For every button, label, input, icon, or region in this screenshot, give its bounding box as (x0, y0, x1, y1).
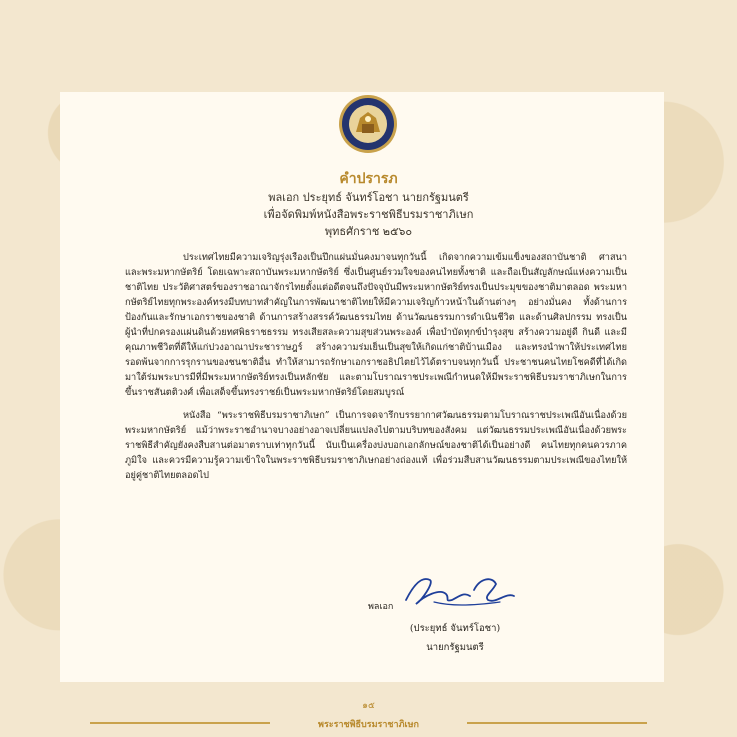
paragraph-1: ประเทศไทยมีความเจริญรุ่งเรืองเป็นปึกแผ่นมั่นคงมาจนทุกวันนี้ เกิดจากความเข้มแข็งของสถาบันชาติ ศาสนา และพระมหากษัตริย์ โดยเฉพาะสถาบันพระมหากษัตริย์ ซึ่งเป็นศูนย์รวมใจของคนไทยทั้งชาติ และถือเป็นสัญลักษณ์แห่งความเป็นชาติไทย ประวัติศาสตร์ของราชอาณาจักรไทยตั้งแต่อดีตจนถึงปัจจุบันมีพระมหากษัตริย์ทรงเป็นประมุขของชาติมาตลอด พระมหากษัตริย์ไทยทุกพระองค์ทรงมีบทบาทสำคัญในการพัฒนาชาติไทยให้มีความเจริญก้าวหน้าในด้านต่างๆ อย่างมั่นคง ทั้งด้านการป้องกันและรักษาเอกราชของชาติ ด้านการสร้างสรรค์วัฒนธรรมไทย ด้านวัฒนธรรมการดำเนินชีวิต และด้านศิลปกรรม ทรงเป็นผู้นำที่ปกครองแผ่นดินด้วยทศพิธราชธรรม ทรงเสียสละความสุขส่วนพระองค์ เพื่อบำบัดทุกข์บำรุงสุข สร้างความอยู่ดี กินดี และมีคุณภาพชีวิตที่ดีให้แก่ปวงอาณาประชาราษฎร์ สร้างความร่มเย็นเป็นสุขให้เกิดแก่ชาติบ้านเมือง และทรงนำพาให้ประเทศไทยรอดพ้นจากการรุกรานของชนชาติอื่น ทำให้สามารถรักษาเอกราชอธิปไตยไว้ได้ตราบจนทุกวันนี้ ประชาชนคนไทยโชคดีที่ได้เกิดมาใต้ร่มพระบารมีที่มีพระมหากษัตริย์ทรงเป็นหลักชัย และตามโบราณราชประเพณีกำหนดให้มีพระราชพิธีบรมราชาภิเษกในการขึ้นราชสันตติวงศ์ เพื่อเสด็จขึ้นทรงราชย์เป็นพระมหากษัตริย์โดยสมบูรณ์ (125, 252, 627, 398)
footer-label: พระราชพิธีบรมราชาภิเษก (318, 720, 419, 730)
page-title: คำปรารภ (339, 171, 398, 187)
body-text (125, 250, 627, 483)
signatory-title: นายกรัฐมนตรี (426, 642, 484, 653)
purpose-line: เพื่อจัดพิมพ์หนังสือพระราชพิธีบรมราชาภิเษก (263, 208, 474, 221)
paragraph-2: หนังสือ “พระราชพิธีบรมราชาภิเษก” เป็นการจดจารึกบรรยากาศวัฒนธรรมตามโบราณราชประเพณีอันเนื่องด้วยพระมหากษัตริย์ แม้ว่าพระราชอำนาจบางอย่างอาจเปลี่ยนแปลงไปตามบริบทของสังคม แต่วัฒนธรรมประเพณีอันเนื่องด้วยพระราชพิธีสำคัญยังคงสืบสานต่อมาตราบเท่าทุกวันนี้ นับเป็นเครื่องบ่งบอกเอกลักษณ์ของชาติได้เป็นอย่างดี คนไทยทุกคนควรภาคภูมิใจ และควรมีความรู้ความเข้าใจในพระราชพิธีบรมราชาภิเษกอย่างถ่องแท้ เพื่อร่วมสืบสานวัฒนธรรมตามประเพณีของไทยให้อยู่คู่ชาติไทยตลอดไป (125, 410, 627, 481)
signatory-name: (ประยุทธ์ จันทร์โอชา) (409, 623, 501, 634)
author-line: พลเอก ประยุทธ์ จันทร์โอชา นายกรัฐมนตรี (268, 191, 469, 204)
footer-band (0, 710, 737, 737)
handwritten-signature (400, 566, 520, 614)
page-number: ๑๕ (362, 701, 375, 711)
year-line: พุทธศักราช ๒๕๖๐ (324, 225, 413, 238)
government-seal-icon (338, 94, 398, 154)
signature-prefix: พลเอก (368, 602, 394, 612)
